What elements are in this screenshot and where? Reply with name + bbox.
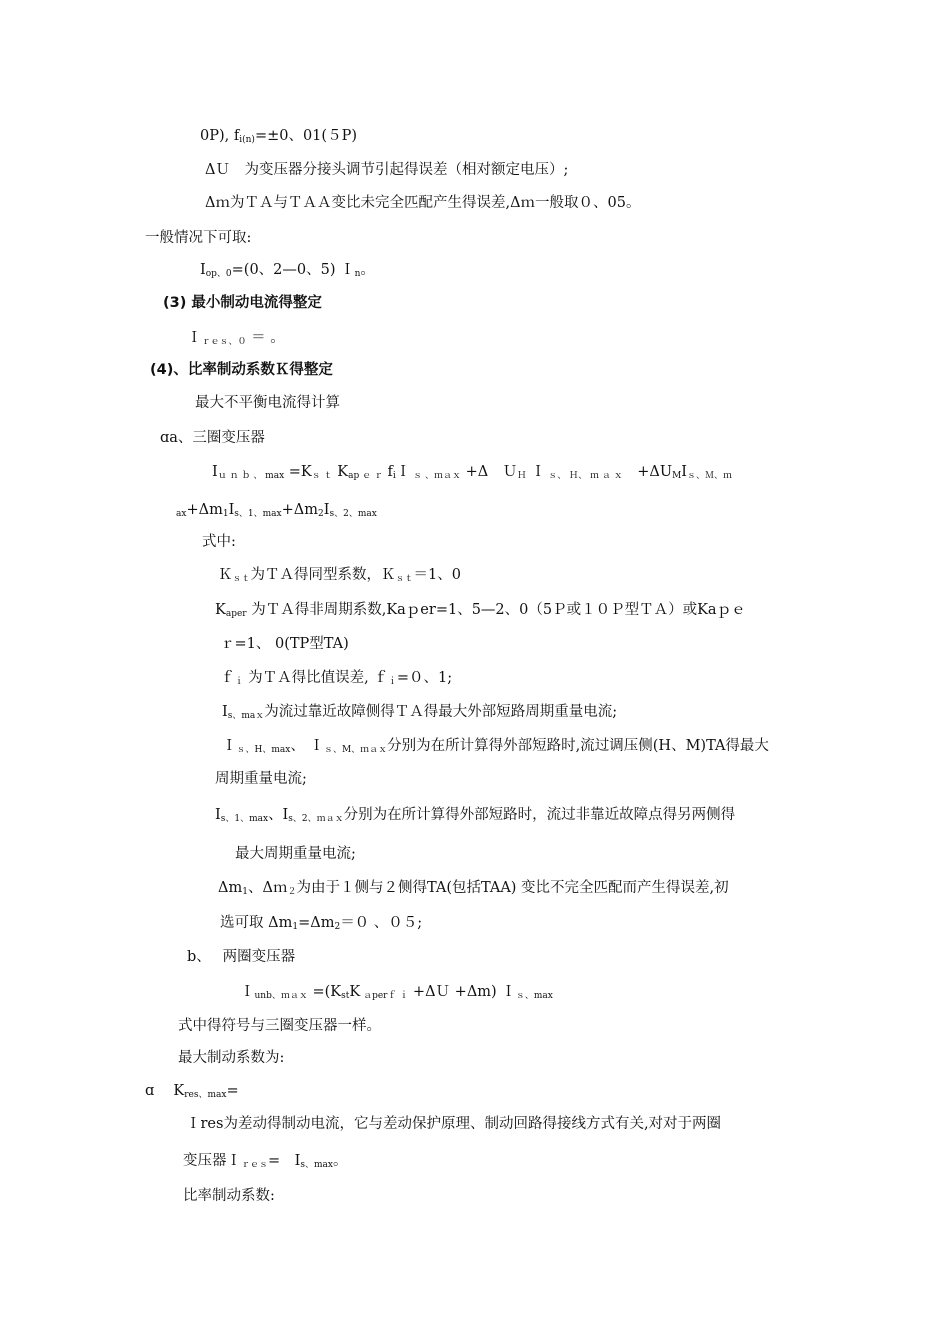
subscript: ２ bbox=[287, 887, 297, 897]
text-segment: I bbox=[212, 464, 218, 480]
text-segment: K bbox=[215, 602, 226, 618]
text-line: ΔＵ 为变压器分接头调节引起得误差（相对额定电压）; bbox=[205, 162, 569, 178]
text-segment: I bbox=[215, 807, 221, 823]
text-segment: Ｉ bbox=[395, 464, 411, 480]
text-line bbox=[218, 878, 729, 902]
subscript: s、2、max bbox=[329, 509, 377, 519]
text-segment: ＝０ 、０５; bbox=[340, 915, 423, 931]
text-segment: Ｉ bbox=[187, 330, 202, 346]
subscript: 1 bbox=[222, 509, 229, 519]
text-segment: 。 bbox=[360, 262, 375, 278]
subscript: s、1、max bbox=[234, 509, 282, 519]
subscript: unb、ｍａｘ bbox=[254, 991, 308, 1001]
subscript: ｉ bbox=[387, 677, 397, 687]
subscript: ｕ ｎ ｂ 、 max bbox=[217, 471, 285, 481]
subscript: ax bbox=[176, 509, 187, 519]
subscript: st bbox=[341, 991, 350, 1001]
text-segment: 为由于１侧与２侧得TA(包括TAA) 变比不完全匹配而产生得误差,初 bbox=[296, 880, 729, 896]
text-line: (3) 最小制动电流得整定 bbox=[163, 295, 322, 311]
text-segment: Ｋ bbox=[218, 567, 233, 583]
text-line: Ｉres为差动得制动电流，它与差动保护原理、制动回路得接线方式有关,对对于两圈 bbox=[186, 1116, 722, 1132]
text-segment: 、 Ｉ bbox=[290, 738, 324, 754]
subscript: i bbox=[392, 471, 396, 481]
subscript: ｒｅｓ、０ bbox=[201, 337, 247, 347]
text-line: 最大不平衡电流得计算 bbox=[195, 395, 340, 411]
text-line: 式中: bbox=[202, 534, 236, 550]
text-line bbox=[220, 668, 452, 692]
text-line bbox=[215, 600, 746, 624]
subscript: aper bbox=[225, 609, 247, 619]
subscript: ｓ、H、max bbox=[236, 745, 291, 755]
text-line bbox=[220, 913, 422, 937]
text-segment: 0P), f bbox=[200, 128, 240, 144]
subscript: ｓｔ bbox=[232, 574, 251, 584]
text-line: 式中得符号与三圈变压器一样。 bbox=[178, 1018, 381, 1034]
text-segment: 、Δｍ bbox=[247, 880, 288, 896]
text-line bbox=[176, 500, 377, 524]
subscript: s、1、max bbox=[220, 814, 269, 824]
text-segment: 。 bbox=[333, 1153, 348, 1169]
text-segment: = bbox=[226, 1083, 239, 1099]
text-segment: ＝ 。 bbox=[246, 330, 285, 346]
text-segment: ɑ K bbox=[145, 1083, 185, 1099]
text-segment: K bbox=[332, 464, 349, 480]
subscript: ｓ、Ｍ、ｍ bbox=[687, 471, 733, 481]
subscript: 2 bbox=[318, 509, 324, 519]
subscript: ap ｅ ｒ bbox=[348, 471, 383, 481]
text-segment: 分别为在所计算得外部短路时,流过调压侧(H、M)TA得最大 bbox=[387, 738, 769, 754]
text-line bbox=[222, 736, 769, 760]
text-segment: 为ＴＡ得同型系数，Ｋ bbox=[250, 567, 396, 583]
text-line: ｒ=1、 0(TP型TA) bbox=[220, 636, 349, 652]
text-segment: =(0、2—0、5) Ｉ bbox=[231, 262, 355, 278]
text-segment: +ΔＵ +Δm) Ｉ bbox=[408, 984, 516, 1000]
text-line bbox=[200, 260, 375, 284]
text-segment: 变压器Ｉ bbox=[183, 1153, 241, 1169]
text-segment: I bbox=[323, 502, 330, 518]
text-line: Δｍ为ＴＡ与ＴＡＡ变比未完全匹配产生得误差,Δｍ一般取０、05。 bbox=[205, 195, 641, 211]
subscript: s、2、ｍａｘ bbox=[288, 814, 344, 824]
text-segment: +ΔU bbox=[622, 464, 673, 480]
text-line bbox=[183, 1151, 348, 1175]
subscript: 1 bbox=[242, 887, 248, 897]
text-segment: 选可取 Δm bbox=[220, 915, 293, 931]
text-segment: K bbox=[349, 984, 361, 1000]
text-line bbox=[240, 982, 553, 1006]
text-line bbox=[187, 328, 285, 352]
subscript: i(n) bbox=[239, 135, 255, 145]
subscript: Ｈ bbox=[517, 471, 527, 481]
text-segment: I bbox=[228, 502, 235, 518]
text-segment: ｆ bbox=[220, 670, 235, 686]
text-segment: +Δ Ｕ bbox=[461, 464, 518, 480]
subscript: ｓｔ bbox=[395, 574, 414, 584]
text-line: 最大制动系数为: bbox=[178, 1050, 285, 1066]
subscript: op、0 bbox=[205, 269, 232, 279]
text-segment: 分别为在所计算得外部短路时，流过非靠近故障点得另两侧得 bbox=[343, 807, 736, 823]
text-line: 最大周期重量电流; bbox=[235, 846, 356, 862]
text-line bbox=[215, 805, 735, 829]
text-line: (4)、比率制动系数Ｋ得整定 bbox=[150, 362, 333, 378]
subscript: ｓ、 Ｈ、 ｍ ａ ｘ bbox=[545, 471, 623, 481]
text-segment: I bbox=[222, 704, 228, 720]
text-segment: +Δm bbox=[186, 502, 223, 518]
text-segment: 为流过靠近故障侧得ＴＡ得最大外部短路周期重量电流; bbox=[264, 704, 618, 720]
text-segment: 为ＴＡ得比值误差, ｆ bbox=[243, 670, 388, 686]
text-line: 一般情况下可取: bbox=[145, 230, 252, 246]
subscript: M bbox=[672, 471, 682, 481]
text-segment: +Δm bbox=[281, 502, 318, 518]
subscript: s、maｘ bbox=[227, 711, 265, 721]
subscript: n bbox=[354, 269, 361, 279]
text-segment: ＝1、0 bbox=[413, 567, 461, 583]
text-segment: I bbox=[681, 464, 688, 480]
text-segment: I bbox=[200, 262, 206, 278]
subscript: ａperｆ ｉ bbox=[360, 991, 409, 1001]
text-line bbox=[218, 565, 461, 589]
text-line: ɑa、三圈变压器 bbox=[160, 430, 265, 446]
subscript: 1 bbox=[292, 922, 299, 932]
text-segment: 、I bbox=[268, 807, 289, 823]
text-segment: =K bbox=[284, 464, 312, 480]
text-segment: =±0、01(５P) bbox=[254, 128, 357, 144]
subscript: s、max bbox=[300, 1160, 334, 1170]
text-line bbox=[212, 462, 732, 486]
subscript: ｓ 、ｍａｘ bbox=[410, 471, 462, 481]
text-line bbox=[200, 126, 357, 150]
text-segment: =Δm bbox=[298, 915, 335, 931]
text-segment: Ｉ bbox=[526, 464, 546, 480]
text-line bbox=[222, 702, 617, 726]
subscript: ｒｅｓ bbox=[241, 1160, 269, 1170]
text-line bbox=[145, 1081, 239, 1105]
text-line: 周期重量电流; bbox=[215, 771, 307, 787]
text-segment: =(K bbox=[307, 984, 342, 1000]
subscript: ｉ bbox=[234, 677, 244, 687]
subscript: 2 bbox=[334, 922, 341, 932]
text-segment: = I bbox=[268, 1153, 301, 1169]
text-segment: 为ＴＡ得非周期系数,Kaｐer=1、5—2、0（5Ｐ或１０Ｐ型ＴＡ）或Kaｐｅ bbox=[246, 602, 746, 618]
subscript: res、max bbox=[184, 1090, 227, 1100]
text-segment: Ｉ bbox=[222, 738, 237, 754]
text-segment: Δm bbox=[218, 880, 243, 896]
text-segment: =０、1; bbox=[396, 670, 453, 686]
subscript: ｓ ｔ bbox=[311, 471, 333, 481]
text-line: 比率制动系数: bbox=[183, 1188, 275, 1204]
text-segment: Ｉ bbox=[240, 984, 255, 1000]
text-segment: f bbox=[382, 464, 393, 480]
subscript: ｓ、M、ｍａｘ bbox=[323, 745, 388, 755]
text-line: b、 两圈变压器 bbox=[187, 949, 296, 965]
subscript: ｓ、max bbox=[515, 991, 553, 1001]
